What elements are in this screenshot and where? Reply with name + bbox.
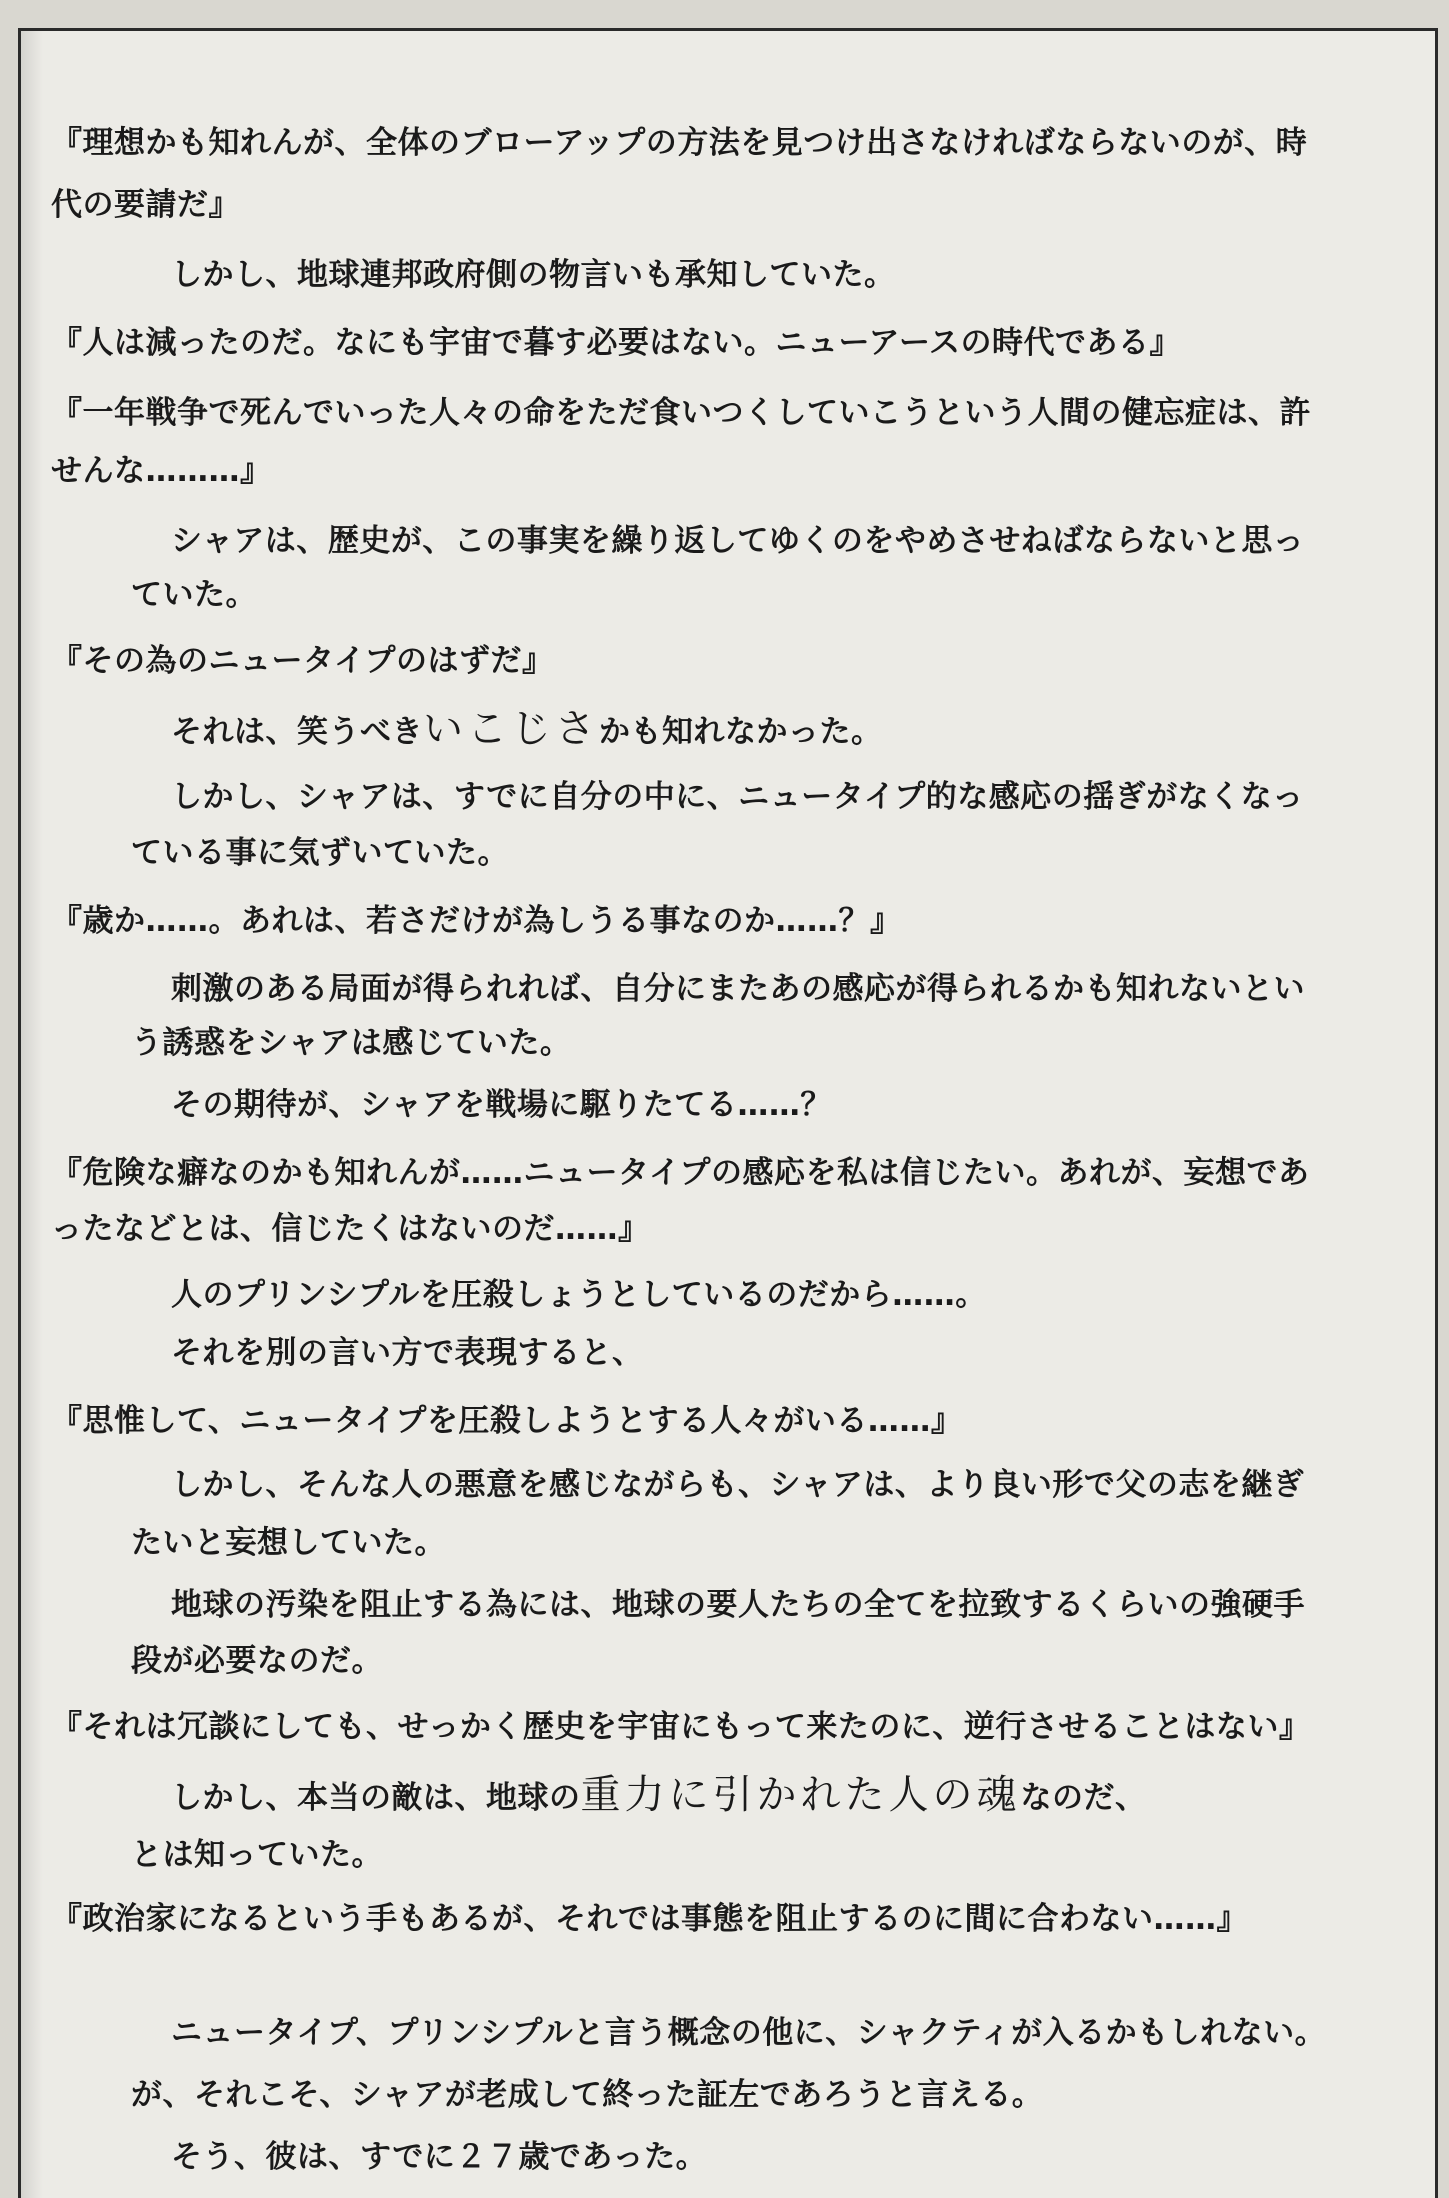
text-line: 刺激のある局面が得られれば、自分にまたあの感応が得られるかも知れないとい bbox=[171, 971, 1305, 1007]
text-line: たいと妄想していた。 bbox=[131, 1525, 446, 1561]
text-line: せんな………』 bbox=[51, 453, 272, 489]
text-line: 『人は減ったのだ。なにも宇宙で暮す必要はない。ニューアースの時代である』 bbox=[51, 325, 1181, 361]
text-line: しかし、シャアは、すでに自分の中に、ニュータイプ的な感応の揺ぎがなくなっ bbox=[171, 779, 1304, 815]
text-line: 地球の汚染を阻止する為には、地球の要人たちの全てを拉致するくらいの強硬手 bbox=[171, 1587, 1305, 1623]
text-line: 『危険な癖なのかも知れんが……ニュータイプの感応を私は信じたい。あれが、妄想であ bbox=[51, 1155, 1310, 1191]
book-page bbox=[18, 28, 1438, 2198]
text-line: シャアは、歴史が、この事実を繰り返してゆくのをやめさせねばならないと思っ bbox=[171, 523, 1305, 559]
text-line: が、それこそ、シャアが老成して終った証左であろうと言える。 bbox=[131, 2077, 1044, 2113]
text-segment: なのだ、 bbox=[1020, 1780, 1147, 1816]
text-line bbox=[171, 1772, 1147, 1818]
text-line: 『理想かも知れんが、全体のブローアップの方法を見つけ出さなければならないのが、時 bbox=[51, 125, 1308, 161]
text-line: 人のプリンシプルを圧殺しょうとしているのだから……。 bbox=[171, 1277, 987, 1313]
text-line: とは知っていた。 bbox=[131, 1837, 383, 1873]
text-line: ニュータイプ、プリンシプルと言う概念の他に、シャクティが入るかもしれない。 bbox=[171, 2015, 1327, 2051]
text-line: そう、彼は、すでに２７歳であった。 bbox=[171, 2139, 708, 2175]
text-line: しかし、そんな人の悪意を感じながらも、シャアは、より良い形で父の志を継ぎ bbox=[171, 1467, 1305, 1503]
text-line: 『一年戦争で死んでいった人々の命をただ食いつくしていこうという人間の健忘症は、許 bbox=[51, 395, 1311, 431]
page-edge-shadow bbox=[21, 31, 43, 2198]
emphasized-text: 重力に引かれた人の魂 bbox=[580, 1772, 1021, 1818]
text-line: それを別の言い方で表現すると、 bbox=[171, 1335, 644, 1371]
text-line bbox=[171, 706, 883, 752]
text-line: その期待が、シャアを戦場に駆りたてる……？ bbox=[171, 1087, 832, 1123]
text-line: 『思惟して、ニュータイプを圧殺しようとする人々がいる……』 bbox=[51, 1403, 963, 1439]
text-line: 『政治家になるという手もあるが、それでは事態を阻止するのに間に合わない……』 bbox=[51, 1901, 1248, 1937]
text-line: 『その為のニュータイプのはずだ』 bbox=[51, 643, 554, 679]
text-line: ったなどとは、信じたくはないのだ……』 bbox=[51, 1211, 650, 1247]
text-line: う誘惑をシャアは感じていた。 bbox=[131, 1025, 572, 1061]
text-line: ている事に気ずいていた。 bbox=[131, 835, 509, 871]
text-line: ていた。 bbox=[131, 577, 257, 613]
text-segment: かも知れなかった。 bbox=[599, 714, 883, 750]
text-line: 段が必要なのだ。 bbox=[131, 1643, 383, 1679]
emphasized-text: いこじさ bbox=[423, 706, 599, 752]
text-line: 『歳か……。あれは、若さだけが為しうる事なのか……？』 bbox=[51, 903, 902, 939]
text-segment: しかし、本当の敵は、地球の bbox=[171, 1780, 581, 1816]
text-segment: それは、笑うべき bbox=[171, 714, 423, 750]
text-line: 代の要請だ』 bbox=[51, 187, 240, 223]
text-line: 『それは冗談にしても、せっかく歴史を宇宙にもって来たのに、逆行させることはない』 bbox=[51, 1709, 1311, 1745]
text-line: しかし、地球連邦政府側の物言いも承知していた。 bbox=[171, 257, 896, 293]
